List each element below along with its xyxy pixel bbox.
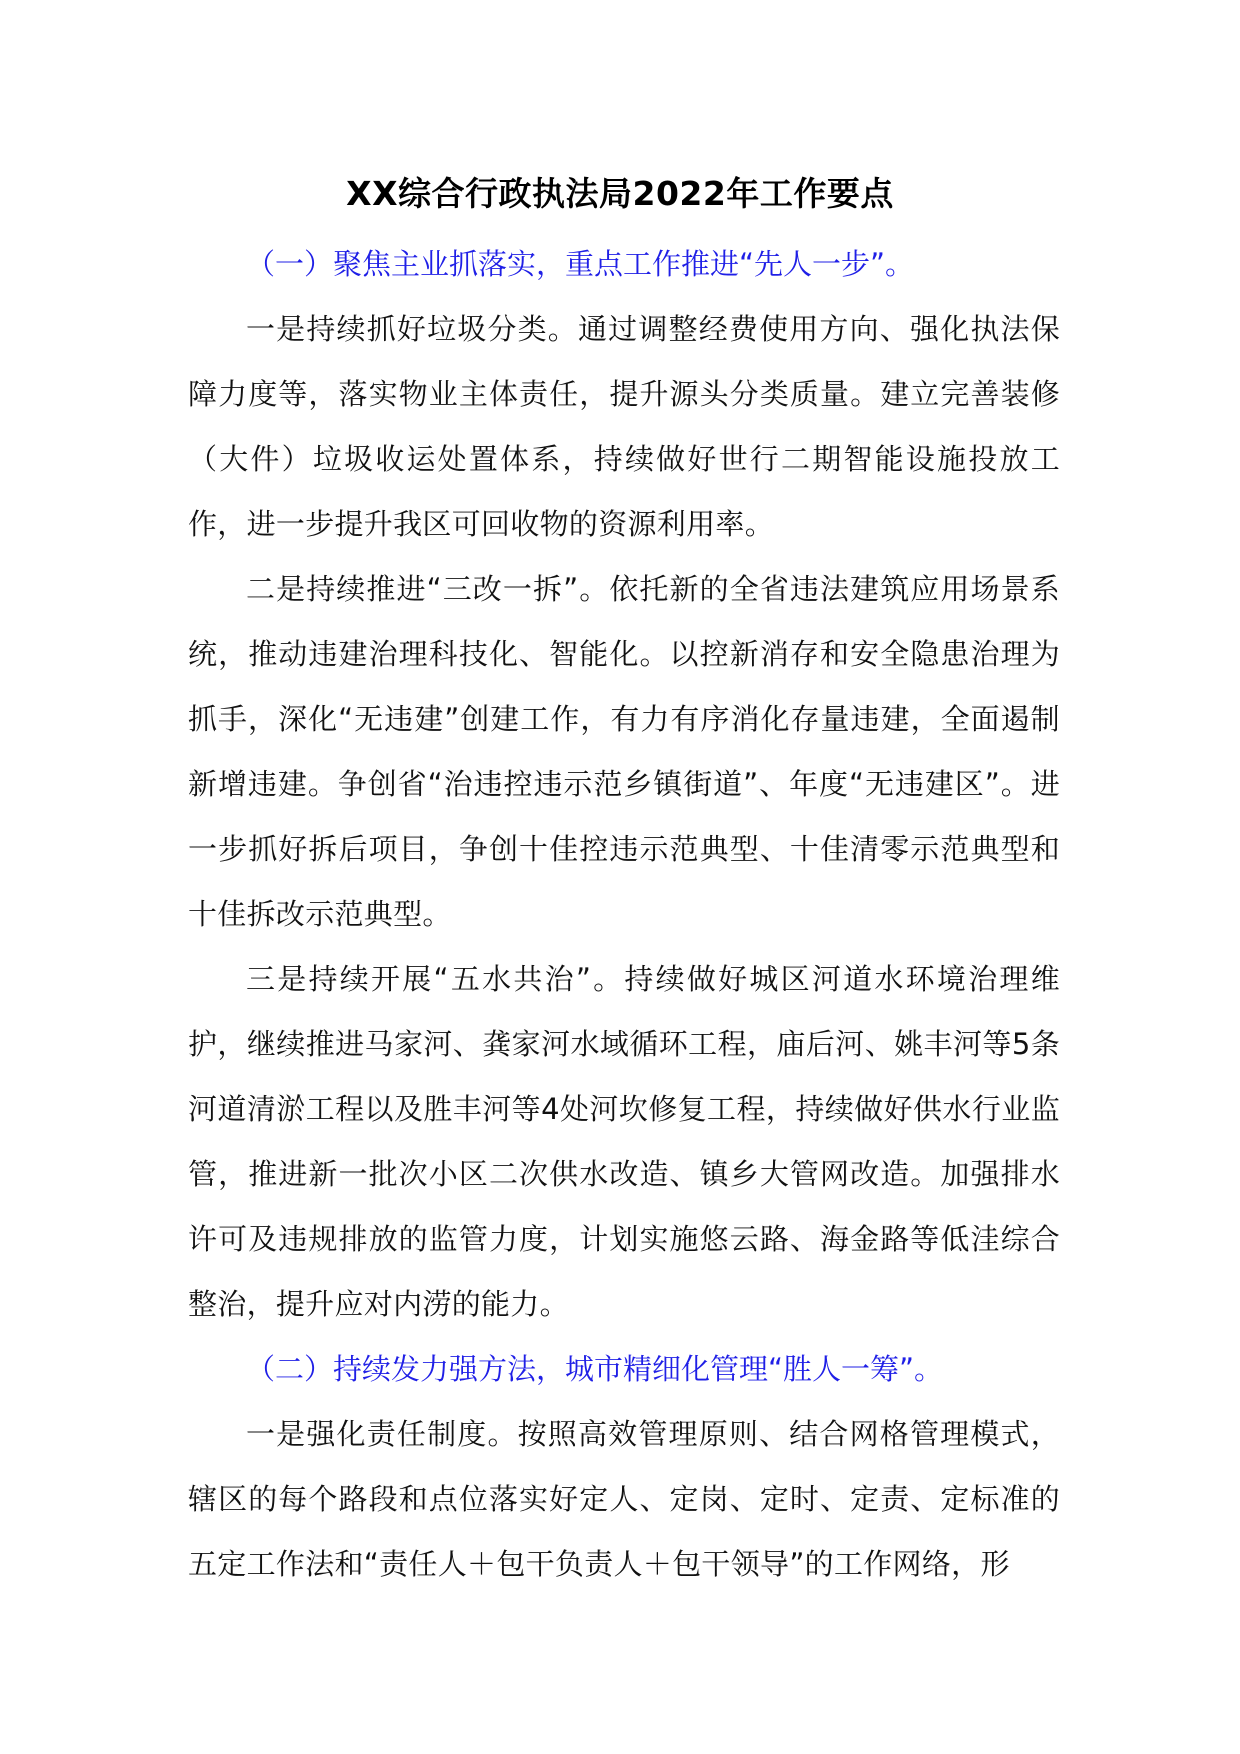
- document-title: XX综合行政执法局2022年工作要点: [346, 174, 894, 213]
- paragraph-three-reforms: 二是持续推进“三改一拆”。依托新的全省违法建筑应用场景系统，推动违建治理科技化、智能化。以控新消存和安全隐患治理为抓手，深化“无违建”创建工作，有力有序消化存量违建，全面遏制新增违建。争创省“治违控违示范乡镇街道”、年度“无违建区”。进一步抓好拆后项目，争创十佳控违示范典型、十佳清零示范典型和十佳拆改示范典型。: [188, 572, 1060, 931]
- section-heading-2: （二）持续发力强方法，城市精细化管理“胜人一筹”。: [246, 1352, 944, 1386]
- paragraph-garbage-sorting: 一是持续抓好垃圾分类。通过调整经费使用方向、强化执法保障力度等，落实物业主体责任，提升源头分类质量。建立完善装修（大件）垃圾收运处置体系，持续做好世行二期智能设施投放工作，进一步提升我区可回收物的资源利用率。: [188, 312, 1060, 541]
- document-body: [188, 232, 1060, 1597]
- paragraph-responsibility-system: 一是强化责任制度。按照高效管理原则、结合网格管理模式，辖区的每个路段和点位落实好定人、定岗、定时、定责、定标准的五定工作法和“责任人＋包干负责人＋包干领导”的工作网络，形: [188, 1417, 1060, 1581]
- paragraph-five-waters: 三是持续开展“五水共治”。持续做好城区河道水环境治理维护，继续推进马家河、龚家河水域循环工程，庙后河、姚丰河等5条河道清淤工程以及胜丰河等4处河坎修复工程，持续做好供水行业监管，推进新一批次小区二次供水改造、镇乡大管网改造。加强排水许可及违规排放的监管力度，计划实施悠云路、海金路等低洼综合整治，提升应对内涝的能力。: [188, 962, 1060, 1321]
- section-heading-1: （一）聚焦主业抓落实，重点工作推进“先人一步”。: [246, 247, 915, 281]
